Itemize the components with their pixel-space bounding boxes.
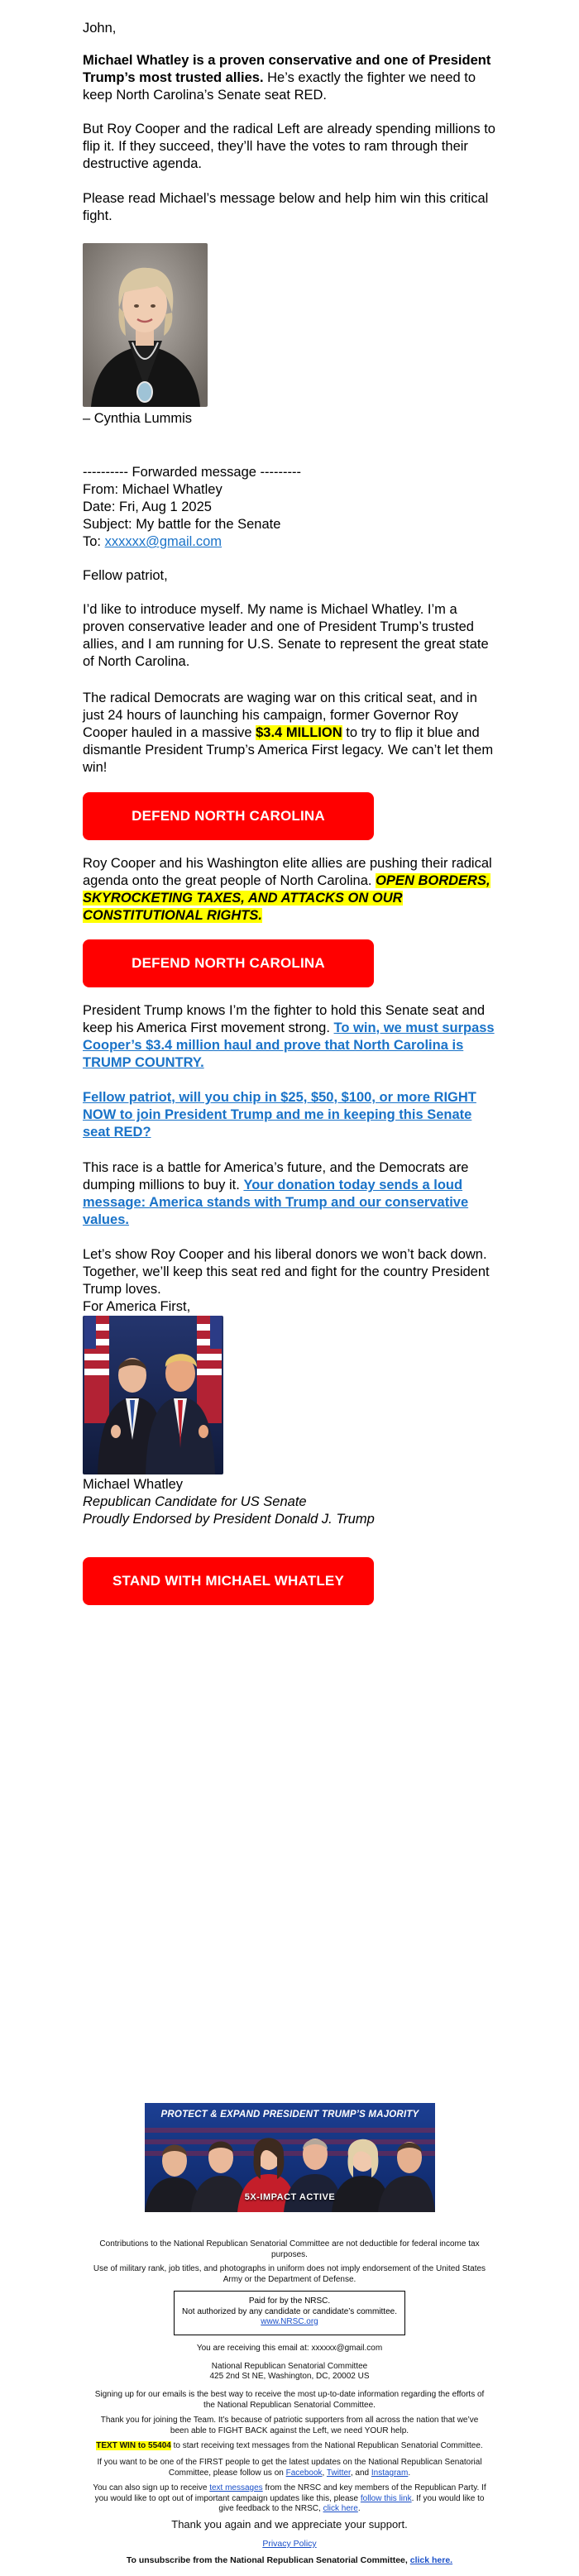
- footer-address: 425 2nd St NE, Washington, DC, 20002 US: [209, 2372, 370, 2381]
- intro-bold: Michael Whatley is a proven conservative and one of President Trump’s most trusted allies.: [83, 53, 491, 85]
- paid-for-box: [174, 2291, 405, 2335]
- donation-message-link[interactable]: Your donation today sends a loud message: America stands with Trump and our conservative values.: [83, 1178, 469, 1227]
- introduce-paragraph: I’d like to introduce myself. My name is Michael Whatley. I’m a proven conservative leader and one of President Trump’s trusted allies, and I am running for U.S. Senate to represent the great state of North Carolina.: [83, 602, 489, 669]
- banner-badge: 5X-IMPACT ACTIVE: [244, 2192, 336, 2202]
- footer-receiving: You are receiving this email at: xxxxxx@gmail.com: [196, 2344, 383, 2353]
- footer-social: [91, 2458, 488, 2478]
- defend-north-carolina-button-2[interactable]: DEFEND NORTH CAROLINA: [83, 939, 374, 987]
- unsub-text: To unsubscribe from the National Republican Senatorial Committee,: [126, 2555, 410, 2565]
- trump-text: President Trump knows I’m the fighter to hold this Senate seat and keep his America First movement strong.: [83, 1003, 486, 1035]
- sms-text-b: from the NRSC and key members of the Republican Party. If you would like to opt out of important campaign updates like this, please: [94, 2483, 486, 2503]
- forward-subject: Subject: My battle for the Senate: [83, 517, 281, 532]
- privacy-line: [83, 2539, 496, 2550]
- signature-block: [83, 1476, 496, 1528]
- war-paragraph: [83, 690, 496, 777]
- sms-text-a: You can also sign up to receive: [93, 2483, 210, 2492]
- footer-deductible: Contributions to the National Republican Senatorial Committee are not deductible for federal income tax purposes.: [99, 2239, 480, 2259]
- whatley-trump-illustration: [83, 1316, 223, 1474]
- forward-from: From: Michael Whatley: [83, 482, 223, 497]
- cooper-paragraph: But Roy Cooper and the radical Left are already spending millions to flip it. If they succeed, they’ll have the votes to ram through their destructive agenda.: [83, 122, 495, 171]
- intro-rest: He’s exactly the fighter we need to keep North Carolina’s Senate seat RED.: [83, 70, 476, 103]
- sig-name: Michael Whatley: [83, 1477, 184, 1492]
- show-paragraph: Let’s show Roy Cooper and his liberal donors we won’t back down. Together, we’ll keep this seat red and fight for the country President Trump loves.: [83, 1247, 490, 1297]
- text-win-rest: to start receiving text messages from the National Republican Senatorial Committee.: [170, 2441, 483, 2450]
- whatley-trump-photo: [83, 1316, 223, 1474]
- feedback-link[interactable]: click here: [323, 2504, 358, 2513]
- footer-signup: Signing up for our emails is the best way to receive the most up-to-date information regarding the efforts of the National Republican Senatorial Committee.: [94, 2390, 485, 2410]
- signer-name: – Cynthia Lummis: [83, 411, 193, 426]
- social-comma: ,: [322, 2468, 327, 2478]
- instagram-link[interactable]: Instagram: [371, 2468, 409, 2478]
- read-paragraph: Please read Michael’s message below and help him win this critical fight.: [83, 191, 489, 223]
- forward-divider: ---------- Forwarded message ---------: [83, 465, 301, 480]
- stand-with-michael-whatley-button[interactable]: STAND WITH MICHAEL WHATLEY: [83, 1557, 374, 1605]
- footer-org: National Republican Senatorial Committee: [211, 2362, 368, 2371]
- footer-unsubscribe: [83, 2555, 496, 2566]
- unsubscribe-link[interactable]: click here.: [409, 2555, 453, 2565]
- war-amount-highlight: $3.4 MILLION: [256, 725, 342, 740]
- elite-paragraph: [83, 855, 496, 925]
- social-period: .: [408, 2468, 411, 2478]
- trump-paragraph: [83, 1002, 496, 1072]
- greeting: John,: [83, 21, 117, 36]
- banner-headline: PROTECT & EXPAND PRESIDENT TRUMP’S MAJORITY: [160, 2110, 419, 2120]
- sig-title: Republican Candidate for US Senate: [83, 1494, 307, 1509]
- opt-out-link[interactable]: follow this link: [360, 2493, 412, 2503]
- war-text-a: The radical Democrats are waging war on this critical seat, and in just 24 hours of launching his campaign, former Governor Roy Cooper hauled in a massive: [83, 691, 477, 740]
- footer-sms: [91, 2483, 488, 2515]
- forwarded-header-block: [83, 464, 496, 551]
- elite-highlight: OPEN BORDERS, SKYROCKETING TAXES, AND ATTACKS ON OUR CONSTITUTIONAL RIGHTS.: [83, 873, 490, 923]
- intro-paragraph: [83, 52, 496, 104]
- defend-north-carolina-button-1[interactable]: DEFEND NORTH CAROLINA: [83, 792, 374, 840]
- text-win-highlight: TEXT WIN to 55404: [96, 2441, 171, 2450]
- win-donate-link[interactable]: To win, we must surpass Cooper’s $3.4 million haul and prove that North Carolina is TRUMP COUNTRY.: [83, 1020, 495, 1070]
- war-text-b: to try to flip it blue and dismantle President Trump’s America First legacy. We can’t let them win!: [83, 725, 494, 775]
- forward-to-label: To:: [83, 534, 105, 549]
- text-messages-link[interactable]: text messages: [209, 2483, 263, 2492]
- salutation: Fellow patriot,: [83, 568, 168, 583]
- elite-text: Roy Cooper and his Washington elite allies are pushing their radical agenda onto the great people of North Carolina.: [83, 856, 492, 888]
- paid-line-2: Not authorized by any candidate or candidate’s committee.: [182, 2306, 397, 2316]
- forward-to-email-link[interactable]: xxxxxx@gmail.com: [104, 534, 223, 549]
- sms-text-d: .: [357, 2504, 361, 2513]
- forward-date: Date: Fri, Aug 1 2025: [83, 499, 212, 514]
- chip-paragraph: [83, 1089, 496, 1141]
- chip-in-donate-link[interactable]: Fellow patriot, will you chip in $25, $50, $100, or more RIGHT NOW to join President Trump and me in keeping this Senate seat RED?: [83, 1090, 476, 1140]
- sms-text-c: . If you would like to give feedback to the NRSC,: [218, 2493, 485, 2513]
- paid-link-line: [175, 2317, 404, 2328]
- cynthia-lummis-photo: [83, 243, 208, 407]
- closing: For America First,: [83, 1299, 191, 1314]
- twitter-link[interactable]: Twitter: [326, 2468, 351, 2478]
- footer-thanks-team: Thank you for joining the Team. It’s because of patriotic supporters from all across the nation that we’ve been able to FIGHT BACK against the Left, we need YOUR help.: [100, 2416, 479, 2435]
- battle-paragraph: [83, 1159, 496, 1229]
- majority-banner[interactable]: [145, 2103, 435, 2212]
- sig-endorse: Proudly Endorsed by President Donald J. Trump: [83, 1512, 375, 1527]
- battle-text: This race is a battle for America’s future, and the Democrats are dumping millions to buy it.: [83, 1160, 469, 1192]
- forward-to: [83, 533, 496, 551]
- footer-appreciate: Thank you again and we appreciate your support.: [171, 2518, 408, 2531]
- footer-military: Use of military rank, job titles, and photographs in uniform does not imply endorsement of the United States Army or the Department of Defense.: [93, 2264, 486, 2284]
- portrait-illustration: [83, 243, 208, 407]
- footer-text-win: [83, 2441, 496, 2452]
- privacy-policy-link[interactable]: Privacy Policy: [262, 2539, 317, 2549]
- facebook-link[interactable]: Facebook: [285, 2468, 323, 2478]
- nrsc-website-link[interactable]: www.NRSC.org: [261, 2317, 318, 2326]
- social-and: , and: [350, 2468, 371, 2478]
- paid-line-1: Paid for by the NRSC.: [248, 2296, 331, 2306]
- social-text: If you want to be one of the FIRST people to get the latest updates on the National Republican Senatorial Committee, please follow us on: [97, 2458, 482, 2478]
